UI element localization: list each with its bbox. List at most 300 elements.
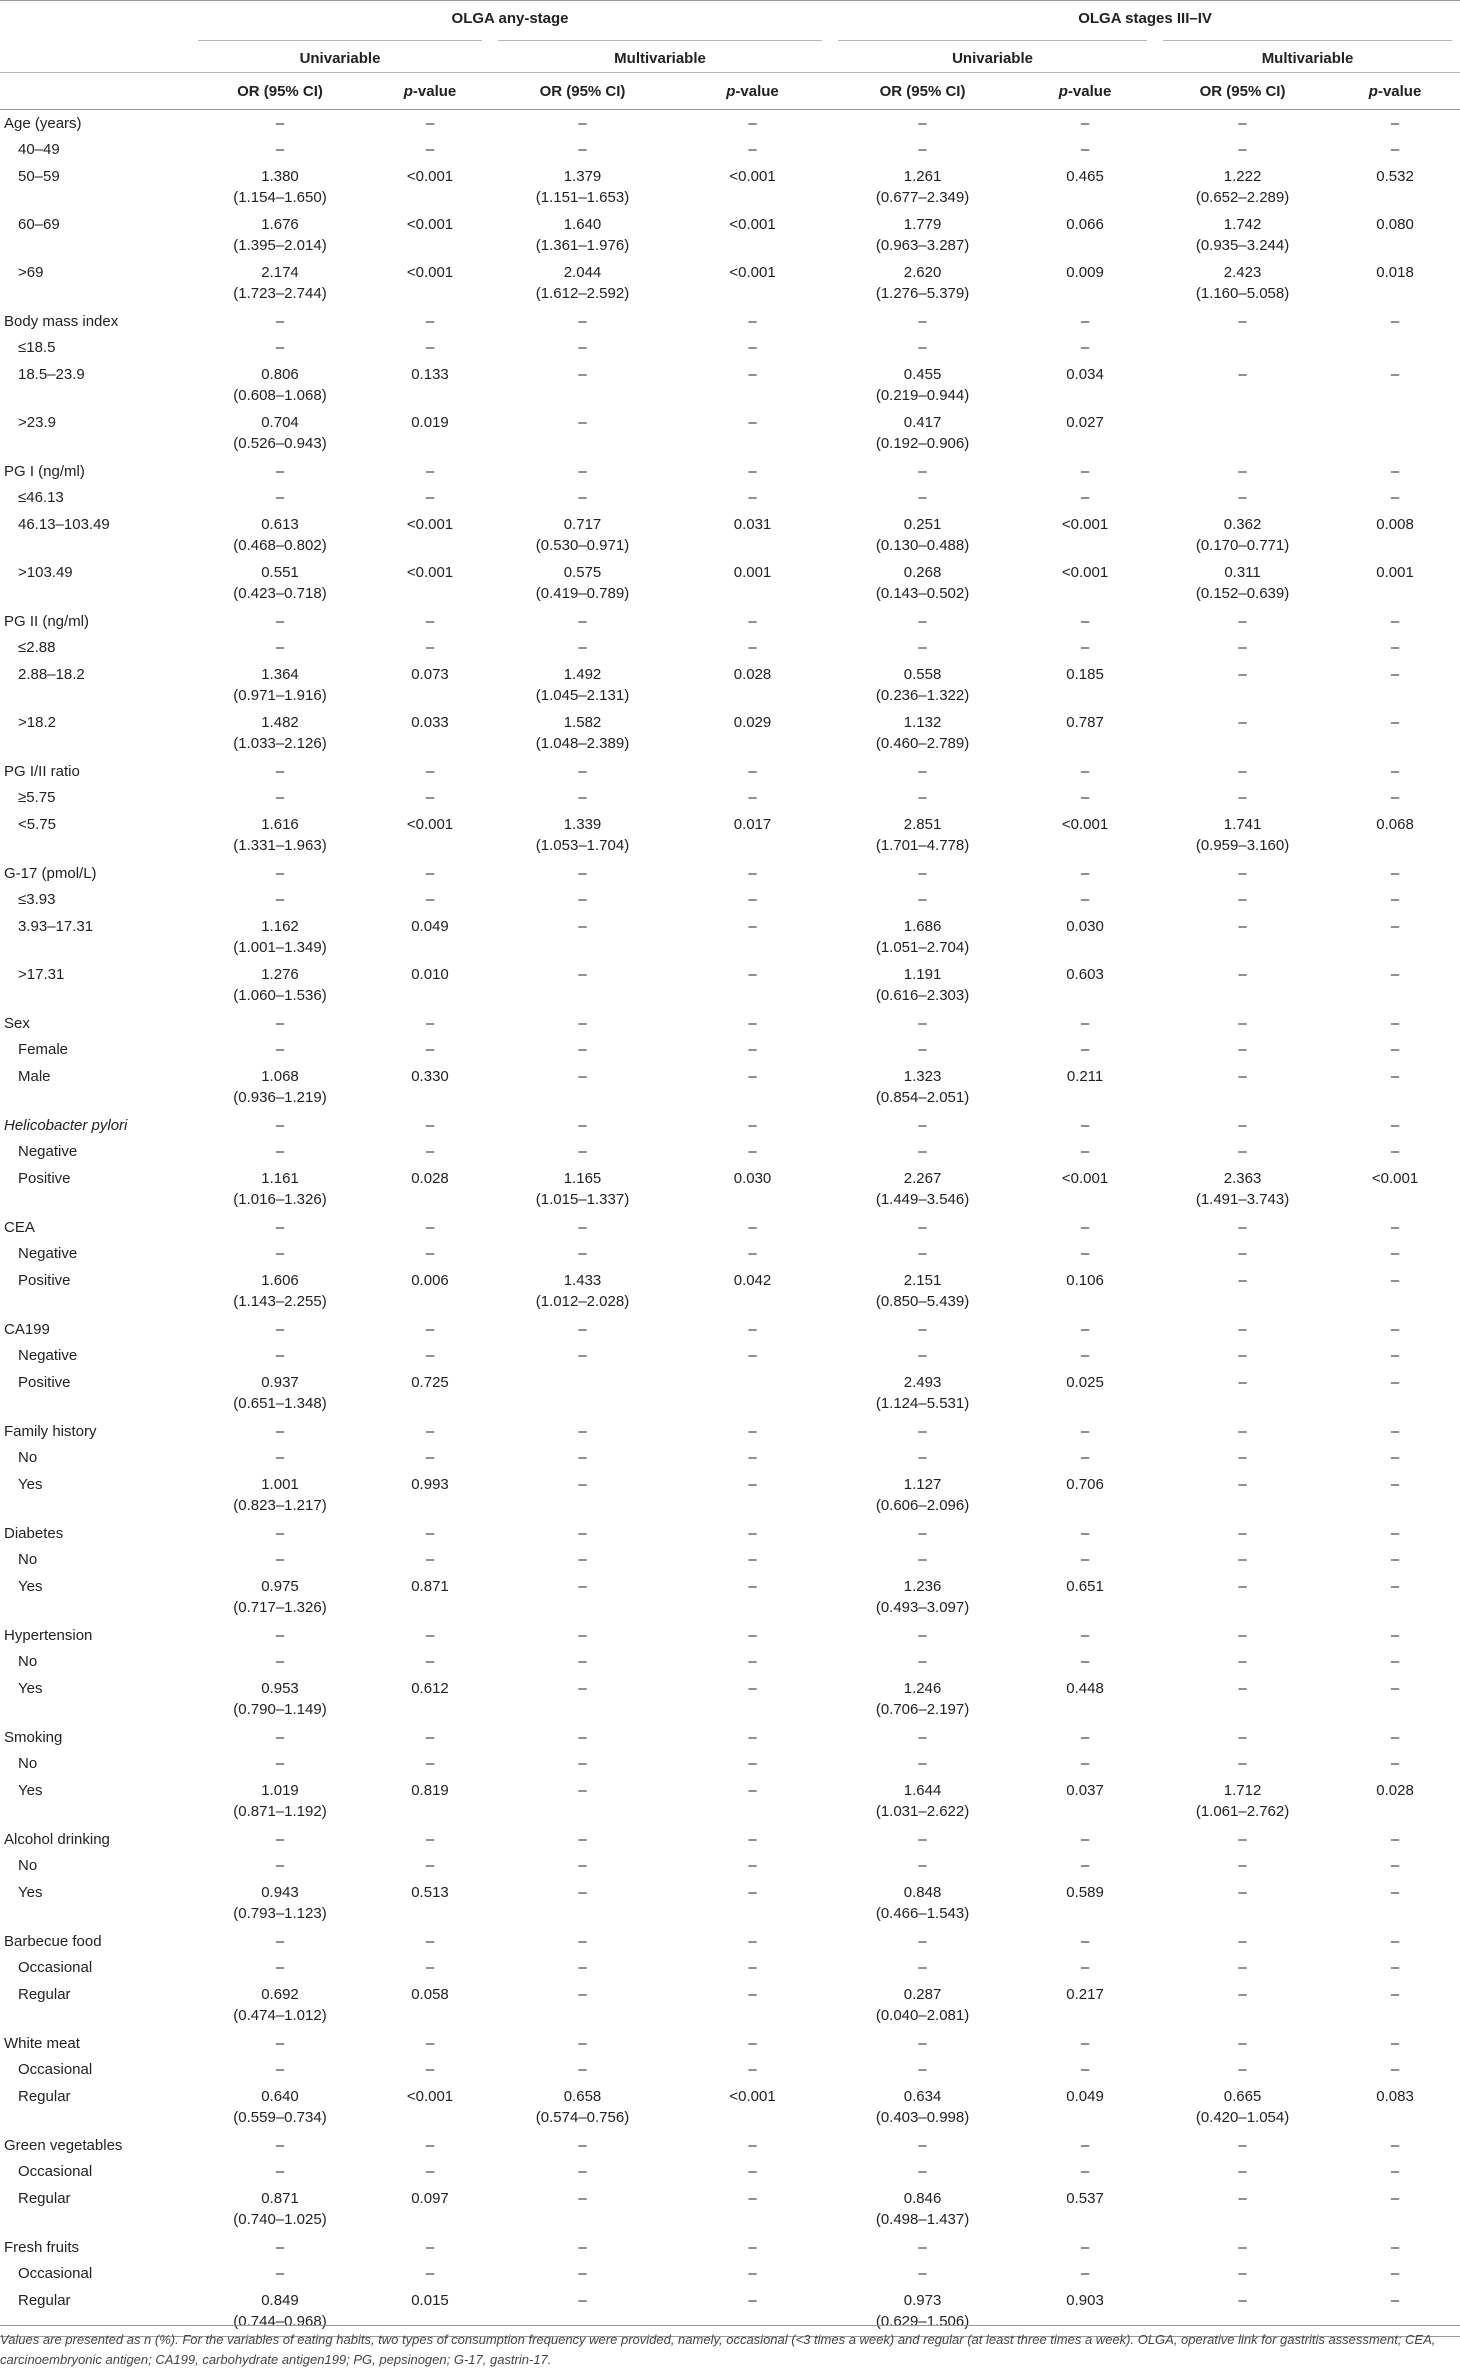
or-value: –	[918, 2035, 927, 2052]
p-value-cell: –	[1080, 1347, 1090, 1364]
or-value: 1.686	[903, 918, 942, 935]
p-value-cell: –	[1390, 1578, 1400, 1595]
or-value: –	[1238, 115, 1247, 132]
or-value: –	[1238, 1551, 1247, 1568]
or-cell	[830, 1214, 1015, 1242]
or-cell	[190, 458, 370, 486]
or-cell	[830, 1446, 1015, 1472]
p-value-cell: –	[748, 1755, 757, 1772]
p-value-cell: <0.001	[406, 564, 454, 581]
table-row	[0, 1548, 1460, 1574]
or-value: –	[578, 613, 587, 630]
p-value-cell: –	[748, 115, 757, 132]
or-value: –	[1238, 613, 1247, 630]
or-cell	[190, 2160, 370, 2186]
group-header-any-stage	[190, 1, 830, 37]
p-value-cell: –	[748, 1578, 757, 1595]
p-value-cell: –	[748, 2035, 757, 2052]
or-value: –	[578, 891, 587, 908]
or-cell	[490, 1344, 675, 1370]
p-value-cell: –	[425, 1321, 435, 1338]
or-cell	[830, 1676, 1015, 1724]
confidence-interval: (1.276–5.379)	[875, 285, 970, 302]
or-value: –	[275, 1449, 285, 1466]
or-value: 1.742	[1223, 216, 1262, 233]
p-value-cell: –	[1390, 1476, 1400, 1493]
p-value-cell: 0.042	[733, 1272, 772, 1289]
or-value: 0.311	[1224, 564, 1261, 581]
confidence-interval: (0.574–0.756)	[535, 2109, 630, 2126]
or-value: –	[1238, 1117, 1247, 1134]
p-value-cell: 0.028	[1376, 1782, 1414, 1799]
p-value-cell: –	[1080, 1041, 1090, 1058]
p-value-cell: –	[748, 1782, 757, 1799]
or-value: –	[918, 1653, 927, 1670]
row-sublabel: Regular	[18, 2088, 71, 2105]
p-value-cell: –	[1390, 1857, 1400, 1874]
or-value: –	[918, 115, 927, 132]
p-value-cell: –	[1390, 1423, 1400, 1440]
p-label: p	[726, 82, 736, 100]
or-value: 2.363	[1223, 1170, 1262, 1187]
or-value: –	[275, 2035, 285, 2052]
or-cell	[490, 1370, 675, 1418]
row-variable-label: Diabetes	[4, 1525, 64, 1542]
row-variable-label: Age (years)	[4, 115, 82, 132]
confidence-interval: (0.403–0.998)	[875, 2109, 970, 2126]
p-value-cell: –	[1390, 1680, 1400, 1697]
or-cell	[490, 212, 675, 260]
row-sublabel: No	[18, 1653, 38, 1670]
table-row	[0, 138, 1460, 164]
or-cell	[830, 336, 1015, 362]
or-value: 2.851	[903, 816, 942, 833]
or-value: 2.267	[903, 1170, 942, 1187]
table-row	[0, 560, 1460, 608]
row-variable-label: PG I/II ratio	[4, 763, 80, 780]
confidence-interval: (0.629–1.506)	[875, 2313, 970, 2330]
or-cell	[1155, 1752, 1330, 1778]
or-cell	[190, 110, 370, 139]
p-value-cell: –	[1080, 1219, 1090, 1236]
p-value-cell: 0.049	[411, 918, 449, 935]
or-value: –	[578, 1476, 587, 1493]
or-value: 1.191	[903, 966, 942, 983]
or-cell	[1155, 962, 1330, 1010]
or-value: –	[578, 339, 587, 356]
or-value: –	[275, 1933, 285, 1950]
or-cell	[490, 1214, 675, 1242]
or-value: 2.620	[903, 264, 942, 281]
or-cell	[190, 560, 370, 608]
or-cell	[490, 1622, 675, 1650]
p-value-cell: 0.133	[411, 366, 449, 383]
table-row	[0, 1370, 1460, 1418]
or-value: –	[918, 789, 927, 806]
p-value-cell: –	[748, 1476, 757, 1493]
or-value: –	[578, 313, 587, 330]
or-value: 2.044	[563, 264, 602, 281]
p-value-cell: –	[748, 865, 757, 882]
or-value: –	[918, 1551, 927, 1568]
row-sublabel: >17.31	[18, 966, 65, 983]
or-cell	[830, 2132, 1015, 2160]
row-variable-label: Body mass index	[4, 313, 119, 330]
or-value: –	[1238, 1041, 1247, 1058]
row-sublabel: Yes	[18, 1476, 43, 1493]
or-value: –	[1238, 1143, 1247, 1160]
p-value-cell: –	[425, 789, 435, 806]
p-value-cell: –	[748, 1627, 757, 1644]
or-value: 1.246	[903, 1680, 942, 1697]
or-value: –	[578, 1041, 587, 1058]
row-sublabel: Female	[18, 1041, 69, 1058]
p-value-cell: –	[748, 1959, 757, 1976]
table-row	[0, 962, 1460, 1010]
or-value: –	[1238, 141, 1247, 158]
p-value-cell: –	[1390, 1117, 1400, 1134]
confidence-interval: (0.935–3.244)	[1195, 237, 1290, 254]
or-value: –	[275, 1551, 285, 1568]
p-value-cell: 0.028	[411, 1170, 449, 1187]
or-value: –	[578, 1117, 587, 1134]
table-row	[0, 1214, 1460, 1242]
table-row	[0, 1622, 1460, 1650]
p-value-cell: –	[1390, 1272, 1400, 1289]
or-value: –	[918, 1423, 927, 1440]
table-row	[0, 758, 1460, 786]
or-value: –	[578, 2265, 587, 2282]
or-value: –	[1238, 1755, 1247, 1772]
table-row	[0, 1778, 1460, 1826]
confidence-interval: (1.124–5.531)	[875, 1395, 970, 1412]
p-suffix-label: -value	[1377, 82, 1422, 100]
p-value-cell: –	[1080, 639, 1090, 656]
row-sublabel: Positive	[18, 1374, 71, 1391]
table-row	[0, 2132, 1460, 2160]
p-value-cell: –	[1080, 1653, 1090, 1670]
row-sublabel: Regular	[18, 2190, 71, 2207]
corner-cell	[0, 1, 190, 37]
or-cell	[830, 212, 1015, 260]
confidence-interval: (1.031–2.622)	[875, 1803, 970, 1820]
confidence-interval: (0.466–1.543)	[875, 1905, 970, 1922]
row-sublabel: Yes	[18, 1782, 43, 1799]
or-cell	[190, 2058, 370, 2084]
p-value-cell: –	[1390, 918, 1400, 935]
p-value-cell: –	[1390, 966, 1400, 983]
or-cell	[490, 2160, 675, 2186]
p-value-cell: –	[748, 1729, 757, 1746]
or-cell	[1155, 260, 1330, 308]
confidence-interval: (0.498–1.437)	[875, 2211, 970, 2228]
row-variable-label: Helicobacter pylori	[4, 1117, 128, 1134]
p-value-cell: 0.068	[1376, 816, 1414, 833]
or-value: –	[1238, 763, 1247, 780]
row-sublabel: >23.9	[18, 414, 56, 431]
or-cell	[190, 2186, 370, 2234]
p-value-cell: 0.019	[411, 414, 449, 431]
or-cell	[830, 1622, 1015, 1650]
or-cell	[830, 1880, 1015, 1928]
p-value-cell: <0.001	[1061, 516, 1109, 533]
or-value: –	[578, 763, 587, 780]
or-value: –	[1238, 1525, 1247, 1542]
p-value-cell: 0.028	[733, 666, 772, 683]
confidence-interval: (1.612–2.592)	[535, 285, 630, 302]
p-value-cell: –	[748, 1831, 757, 1848]
or-cell	[190, 1446, 370, 1472]
or-value: 1.606	[261, 1272, 299, 1289]
row-sublabel: Occasional	[18, 2163, 93, 2180]
or-value: –	[578, 489, 587, 506]
or-value: 1.236	[903, 1578, 942, 1595]
or-value: –	[275, 1347, 285, 1364]
or-value: 1.001	[261, 1476, 299, 1493]
column-header-p-value	[370, 73, 490, 110]
or-cell	[830, 486, 1015, 512]
or-value: 2.423	[1223, 264, 1262, 281]
p-value-cell: –	[748, 613, 757, 630]
row-variable-label: PG I (ng/ml)	[4, 463, 85, 480]
p-value-cell: –	[1390, 1831, 1400, 1848]
or-cell	[830, 860, 1015, 888]
p-value-cell: –	[425, 1729, 435, 1746]
or-value: –	[1238, 1219, 1247, 1236]
p-value-cell: –	[425, 639, 435, 656]
confidence-interval: (0.790–1.149)	[233, 1701, 327, 1718]
or-cell	[830, 1574, 1015, 1622]
p-value-cell: –	[1390, 1525, 1400, 1542]
or-cell	[1155, 1214, 1330, 1242]
or-value: –	[918, 1321, 927, 1338]
group-header-any-stage-label: OLGA any-stage	[451, 10, 569, 27]
p-value-cell: –	[1080, 865, 1090, 882]
or-value: 0.251	[903, 516, 942, 533]
or-cell	[830, 914, 1015, 962]
p-value-cell: –	[748, 789, 757, 806]
or-value: –	[918, 489, 927, 506]
or-cell	[190, 1316, 370, 1344]
or-cell	[490, 2058, 675, 2084]
or-cell	[490, 1112, 675, 1140]
p-value-cell: –	[1390, 2239, 1400, 2256]
row-sublabel: Yes	[18, 1680, 43, 1697]
or-value: –	[275, 2061, 285, 2078]
p-value-cell: 0.030	[733, 1170, 772, 1187]
table-row	[0, 410, 1460, 458]
or-value: –	[918, 891, 927, 908]
or-cell	[190, 1242, 370, 1268]
or-cell	[830, 2262, 1015, 2288]
p-value-cell: 0.027	[1066, 414, 1104, 431]
or-cell	[490, 662, 675, 710]
or-value: –	[918, 2239, 927, 2256]
or-value: 0.417	[903, 414, 942, 431]
p-value-cell: <0.001	[729, 264, 776, 281]
or-cell	[1155, 458, 1330, 486]
confidence-interval: (0.559–0.734)	[233, 2109, 327, 2126]
or-cell	[830, 1370, 1015, 1418]
p-value-cell: –	[425, 1525, 435, 1542]
or-cell	[490, 2030, 675, 2058]
or-value: –	[275, 1219, 285, 1236]
or-cell	[1155, 1038, 1330, 1064]
or-value: 0.846	[903, 2190, 942, 2207]
or-cell	[1155, 2030, 1330, 2058]
or-value: 1.640	[563, 216, 602, 233]
table-row	[0, 1446, 1460, 1472]
or-value: –	[578, 2292, 587, 2309]
or-cell	[1155, 362, 1330, 410]
or-value: –	[578, 1959, 587, 1976]
subheader-any-multivariable	[490, 36, 830, 73]
p-value-cell: –	[748, 1857, 757, 1874]
p-value-cell: 0.537	[1066, 2190, 1104, 2207]
or-value: 1.582	[563, 714, 602, 731]
or-value: –	[275, 891, 285, 908]
p-value-cell: 0.010	[411, 966, 449, 983]
or-cell	[490, 2234, 675, 2262]
or-cell	[190, 1112, 370, 1140]
or-value: 0.613	[261, 516, 299, 533]
or-cell	[490, 1982, 675, 2030]
confidence-interval: (0.474–1.012)	[233, 2007, 327, 2024]
p-value-cell: –	[1390, 1933, 1400, 1950]
p-value-cell: –	[425, 115, 435, 132]
or-cell	[830, 512, 1015, 560]
p-value-cell: –	[1080, 1423, 1090, 1440]
p-value-cell: –	[1080, 1321, 1090, 1338]
or-value: 1.339	[563, 816, 602, 833]
confidence-interval: (0.652–2.289)	[1195, 189, 1290, 206]
p-value-cell: –	[748, 639, 757, 656]
p-value-cell: 0.073	[411, 666, 449, 683]
or-value: –	[918, 463, 927, 480]
or-value: –	[1238, 714, 1247, 731]
or-cell	[490, 2084, 675, 2132]
p-value-cell: 0.330	[411, 1068, 449, 1085]
row-sublabel: Negative	[18, 1347, 78, 1364]
or-value: –	[275, 1321, 285, 1338]
or-value: –	[918, 1015, 927, 1032]
or-cell	[490, 138, 675, 164]
p-value-cell: –	[748, 918, 757, 935]
subheader-stage-univariable	[830, 36, 1155, 73]
or-cell	[1155, 758, 1330, 786]
confidence-interval: (0.608–1.068)	[233, 387, 327, 404]
p-value-cell: –	[1080, 2239, 1090, 2256]
p-value-cell: –	[1390, 763, 1400, 780]
or-value: 0.943	[261, 1884, 299, 1901]
or-cell	[830, 962, 1015, 1010]
or-cell	[490, 1548, 675, 1574]
or-cell	[490, 560, 675, 608]
or-value: 0.455	[903, 366, 942, 383]
or-value: –	[578, 1551, 587, 1568]
or-value: –	[578, 2190, 587, 2207]
or-value: –	[275, 2163, 285, 2180]
p-value-cell: 0.001	[1376, 564, 1414, 581]
or-cell	[190, 608, 370, 636]
or-cell	[830, 1038, 1015, 1064]
row-sublabel: No	[18, 1755, 38, 1772]
or-cell	[190, 888, 370, 914]
row-sublabel: Occasional	[18, 2265, 93, 2282]
table-row	[0, 860, 1460, 888]
or-cell	[1155, 560, 1330, 608]
or-value: –	[578, 1729, 587, 1746]
or-cell	[1155, 888, 1330, 914]
or-cell	[1155, 608, 1330, 636]
table-row	[0, 458, 1460, 486]
p-value-cell: <0.001	[406, 168, 454, 185]
or-cell	[1155, 1166, 1330, 1214]
or-cell	[190, 1956, 370, 1982]
or-cell	[190, 1520, 370, 1548]
p-value-cell: 0.058	[411, 1986, 449, 2003]
or-cell	[830, 1316, 1015, 1344]
or-value: –	[578, 414, 587, 431]
p-value-cell: –	[1390, 714, 1400, 731]
p-value-cell	[1330, 336, 1460, 362]
p-value-cell: –	[748, 1680, 757, 1697]
or-cell	[1155, 2160, 1330, 2186]
or-cell	[1155, 812, 1330, 860]
p-value-cell: –	[425, 1015, 435, 1032]
or-value: –	[275, 463, 285, 480]
p-value-cell: –	[748, 2190, 757, 2207]
or-value: –	[578, 1884, 587, 1901]
or-cell	[190, 662, 370, 710]
row-sublabel: Regular	[18, 1986, 71, 2003]
or-cell	[1155, 2262, 1330, 2288]
p-value-cell: –	[425, 1933, 435, 1950]
row-sublabel: No	[18, 1857, 38, 1874]
or-cell	[1155, 1778, 1330, 1826]
or-cell	[1155, 1268, 1330, 1316]
or-cell	[830, 1472, 1015, 1520]
or-value: 2.151	[903, 1272, 942, 1289]
table-row	[0, 486, 1460, 512]
p-value-cell: –	[425, 313, 435, 330]
or-cell	[190, 1574, 370, 1622]
p-value-cell: –	[1390, 1653, 1400, 1670]
or-cell	[830, 2186, 1015, 2234]
or-value: –	[275, 1857, 285, 1874]
or-value: –	[275, 141, 285, 158]
or-value: –	[578, 1245, 587, 1262]
or-cell	[830, 1778, 1015, 1826]
or-cell	[1155, 1446, 1330, 1472]
p-value-cell: –	[748, 339, 757, 356]
p-value-cell: –	[1330, 2288, 1460, 2337]
or-value: 0.871	[261, 2190, 299, 2207]
p-value-cell: –	[748, 891, 757, 908]
p-value-cell: <0.001	[1061, 1170, 1109, 1187]
or-cell	[490, 410, 675, 458]
or-cell	[190, 1724, 370, 1752]
p-value-cell: –	[1080, 1831, 1090, 1848]
or-value: 1.261	[903, 168, 942, 185]
p-value-cell: –	[675, 2288, 830, 2337]
confidence-interval: (0.744–0.968)	[233, 2313, 327, 2330]
or-cell	[190, 710, 370, 758]
p-value-cell: 0.651	[1066, 1578, 1104, 1595]
or-cell	[1155, 164, 1330, 212]
or-cell	[1155, 914, 1330, 962]
p-value-cell: –	[748, 1219, 757, 1236]
